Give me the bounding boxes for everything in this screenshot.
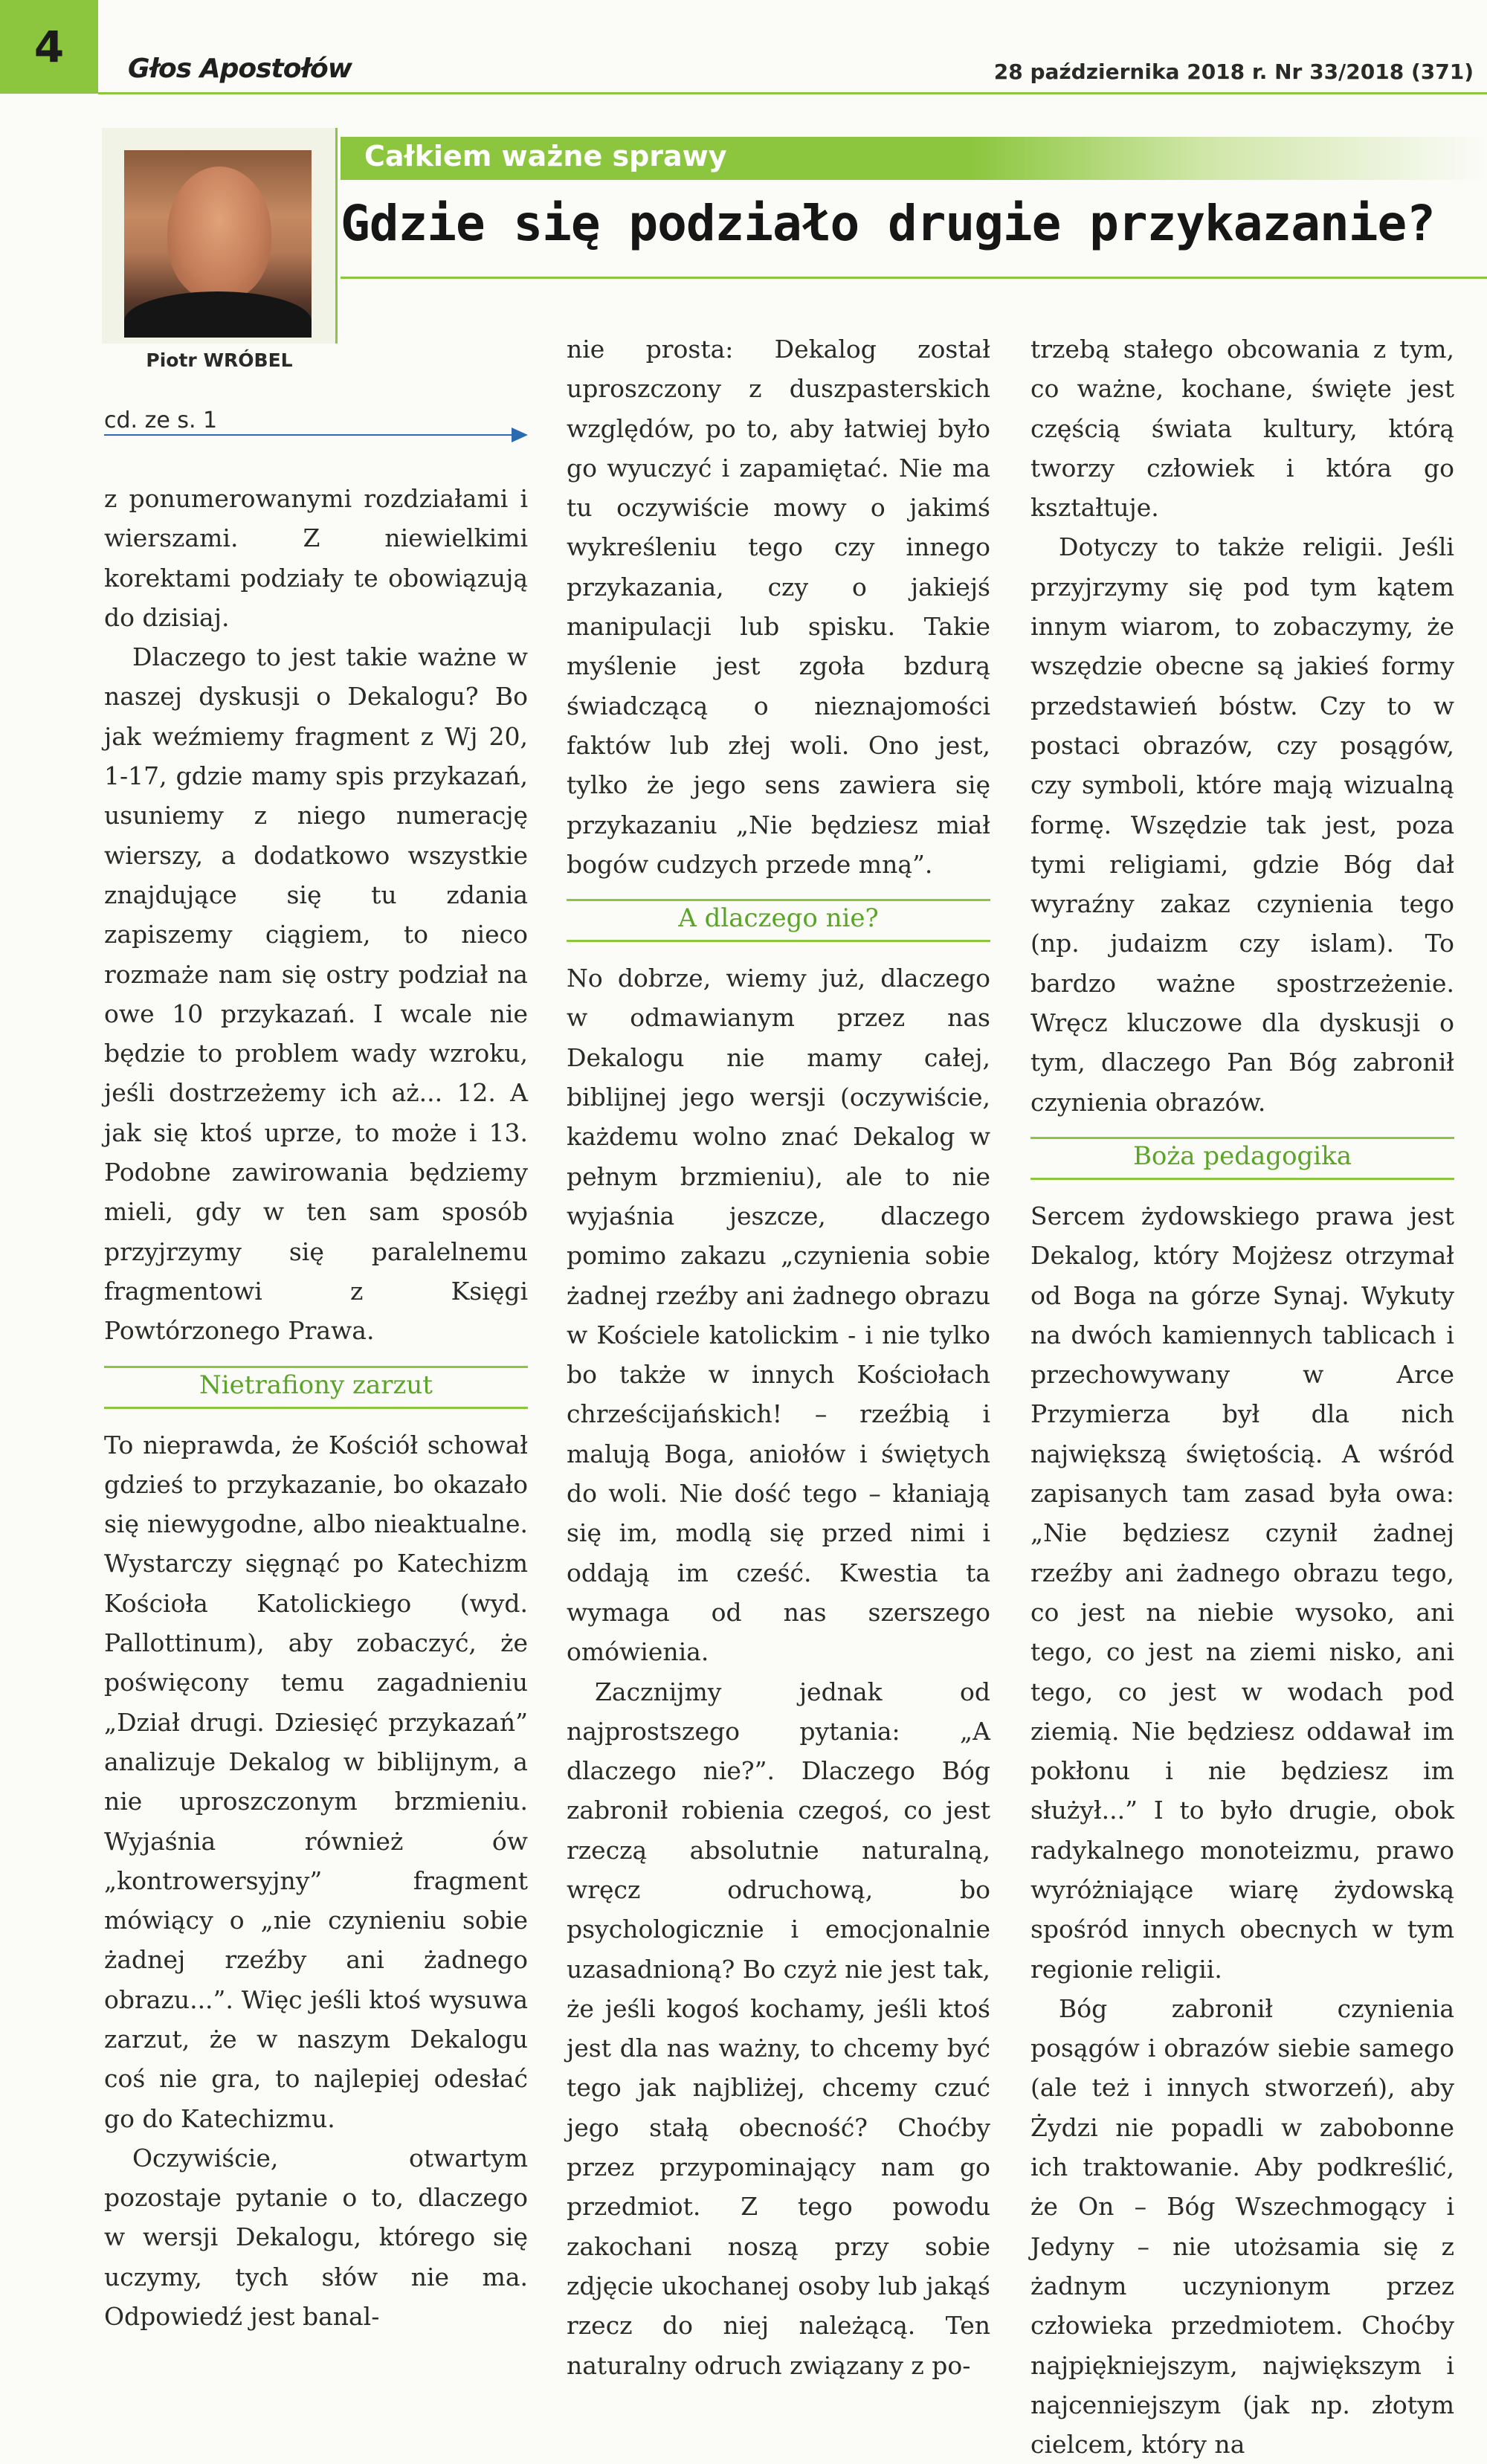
author-photo-frame xyxy=(102,128,338,344)
header-rule xyxy=(98,92,1487,94)
arrow-right-icon xyxy=(512,428,528,442)
title-rule xyxy=(341,277,1487,279)
kicker: Całkiem ważne sprawy xyxy=(364,140,727,172)
paragraph: Sercem żydowskiego prawa jest Dekalog, który Mojżesz otrzymał od Boga na górze Synaj. Wykuty na dwóch kamiennych tablicach i przechowywany w Arce Przymierza był dla nich największą świętością. A wśród zapisanych tam zasad była owa: „Nie będziesz czynił żadnej rzeźby ani żadnego obrazu tego, co jest na niebie wysoko, ani tego, co jest na ziemi nisko, ani tego, co jest w wodach pod ziemią. Nie będziesz oddawał im pokłonu i nie będziesz im służył...” I to było drugie, obok radykalnego monoteizmu, prawo wyróżniające wiarę żydowską spośród innych obecnych w tym regionie religii. xyxy=(1030,1201,1454,1984)
author-photo xyxy=(124,150,312,338)
section-heading: Nietrafiony zarzut xyxy=(104,1366,528,1404)
section-heading: A dlaczego nie? xyxy=(567,899,990,938)
column-3 xyxy=(1030,329,1454,2464)
author-photo-shoulders xyxy=(124,291,312,338)
masthead: Głos Apostołów xyxy=(128,54,352,84)
page-number: 4 xyxy=(0,0,98,94)
author-photo-face xyxy=(167,167,271,300)
continued-note xyxy=(104,407,528,437)
paragraph: To nieprawda, że Kościół schował gdzieś to przykazanie, bo okazało się niewygodne, albo nieaktualne. Wystarczy sięgnąć po Katechizm Kościoła Katolickiego (wyd. Pallottinum), aby zobaczyć, że poświęcony temu zagadnieniu „Dział drugi. Dziesięć przykazań” analizuje Dekalog w biblijnym, a nie uproszczonym brzmieniu. Wyjaśnia również ów „kontrowersyjny” fragment mówiący o „nie czynieniu sobie żadnej rzeźby ani żadnego obrazu...”. Więc jeśli ktoś wysuwa zarzut, że w naszym Dekalogu coś nie gra, to najlepiej odesłać go do Katechizmu. xyxy=(104,1430,528,2133)
paragraph: z ponumerowanymi rozdziałami i wierszami. Z niewielkimi korektami podziały te obowiązują do dzisiaj. xyxy=(104,484,528,632)
paragraph: Dlaczego to jest takie ważne w naszej dyskusji o Dekalogu? Bo jak weźmiemy fragment z Wj 20, 1-17, gdzie mamy spis przykazań, usuniemy z niego numerację wierszy, a dodatkowo wszystkie znajdujące się tu zdania zapiszemy ciągiem, to nieco rozmaże nam się ostry podział na owe 10 przykazań. I wcale nie będzie to problem wady wzroku, jeśli dostrzeżemy ich aż... 12. A jak się ktoś uprze, to może i 13. Podobne zawirowania będziemy mieli, gdy w ten sam sposób przyjrzymy się paralelnemu fragmentowi z Księgi Powtórzonego Prawa. xyxy=(104,642,528,1346)
paragraph: Zacznijmy jednak od najprostszego pytania: „A dlaczego nie?”. Dlaczego Bóg zabronił robienia czegoś, co jest rzeczą absolutnie naturalną, wręcz odruchową, bo psychologicznie i emocjonalnie uzasadnioną? Bo czyż nie jest tak, że jeśli kogoś kochamy, jeśli ktoś jest dla nas ważny, to chcemy być tego jak najbliżej, chcemy czuć jego stałą obecność? Choćby przez przypominający nam go przedmiot. Z tego powodu zakochani noszą przy sobie zdjęcie ukochanej osoby lub jakąś rzecz do niej należącą. Ten naturalny odruch związany z po- xyxy=(567,1677,990,2380)
paragraph: Oczywiście, otwartym pozostaje pytanie o to, dlaczego w wersji Dekalogu, którego się uczymy, tych słów nie ma. Odpowiedź jest banal- xyxy=(104,2143,528,2332)
continued-text: cd. ze s. 1 xyxy=(104,407,218,433)
paragraph: No dobrze, wiemy już, dlaczego w odmawianym przez nas Dekalogu nie mamy całej, biblijnej jego wersji (oczywiście, każdemu wolno znać Dekalog w pełnym brzmieniu), ale to nie wyjaśnia jeszcze, dlaczego pomimo zakazu „czynienia sobie żadnej rzeźby ani żadnego obrazu w Kościele katolickim - i nie tylko bo także w innych Kościołach chrześcijańskich! – rzeźbią i malują Boga, aniołów i świętych do woli. Nie dość tego – kłaniają się im, modlą się przed nimi i oddają im cześć. Kwestia ta wymaga od nas szerszego omówienia. xyxy=(567,964,990,1667)
paragraph: Dotyczy to także religii. Jeśli przyjrzymy się pod tym kątem innym wiarom, to zobaczymy, że wszędzie obecne są jakieś formy przedstawień bóstw. Czy to w postaci obrazów, czy posągów, czy symboli, które mają wizualną formę. Wszędzie tak jest, poza tymi religiami, gdzie Bóg dał wyraźny zakaz czynienia tego (np. judaizm czy islam). To bardzo ważne spostrzeżenie. Wręcz kluczowe dla dyskusji o tym, dlaczego Pan Bóg zabronił czynienia obrazów. xyxy=(1030,532,1454,1117)
column-1 xyxy=(104,479,528,2336)
issue-info: 28 października 2018 r. Nr 33/2018 (371) xyxy=(993,59,1474,84)
continued-arrow-line xyxy=(104,434,515,436)
section-heading: Boża pedagogika xyxy=(1030,1137,1454,1175)
paragraph: trzebą stałego obcowania z tym, co ważne, kochane, święte jest częścią świata kultury, którą tworzy człowiek i która go kształtuje. xyxy=(1030,335,1454,523)
paragraph: Bóg zabronił czynienia posągów i obrazów siebie samego (ale też i innych stworzeń), aby Żydzi nie popadli w zabobonne ich traktowanie. Aby podkreślić, że On – Bóg Wszechmogący i Jedyny – nie utożsamia się z żadnym uczynionym przez człowieka przedmiotem. Choćby najpiękniejszym, największym i najcenniejszym (jak np. złotym cielcem, który na xyxy=(1030,1993,1454,2460)
paragraph: nie prosta: Dekalog został uproszczony z duszpasterskich względów, po to, aby łatwiej było go wyuczyć i zapamiętać. Nie ma tu oczywiście mowy o jakimś wykreśleniu tego czy innego przykazania, czy o jakiejś manipulacji lub spisku. Takie myślenie jest zgoła bzdurą świadczącą o nieznajomości faktów lub złej woli. Ono jest, tylko że jego sens zawiera się przykazaniu „Nie będziesz miał bogów cudzych przede mną”. xyxy=(567,335,990,879)
column-2 xyxy=(567,329,990,2385)
article-title: Gdzie się podziało drugie przykazanie? xyxy=(341,195,1435,252)
author-name: Piotr WRÓBEL xyxy=(146,349,293,371)
